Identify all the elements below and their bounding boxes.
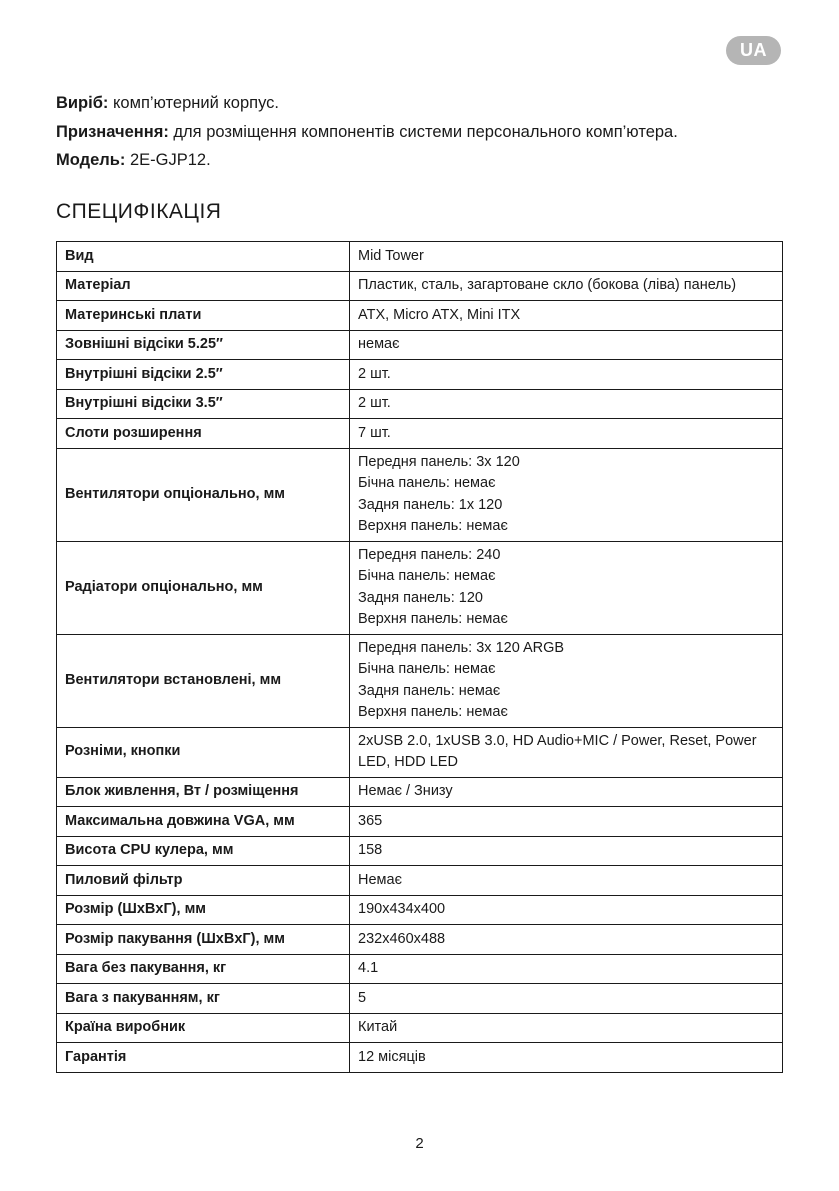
spec-value: 190x434x400 [350, 895, 783, 925]
intro-value: комп’ютерний корпус. [113, 94, 279, 112]
spec-label: Розніми, кнопки [57, 727, 350, 777]
intro-value: для розміщення компонентів системи персонального комп’ютера. [173, 122, 678, 141]
spec-label: Блок живлення, Вт / розміщення [57, 777, 350, 807]
spec-table [56, 241, 783, 1073]
spec-value: Немає / Знизу [350, 777, 783, 807]
spec-value: Немає [350, 866, 783, 896]
spec-value: Китай [350, 1013, 783, 1043]
spec-label: Розмір пакування (ШxВxГ), мм [57, 925, 350, 955]
spec-label: Висота CPU кулера, мм [57, 836, 350, 866]
table-row [57, 541, 783, 634]
spec-value: 7 шт. [350, 419, 783, 449]
spec-value: Передня панель: 240 Бічна панель: немає Задня панель: 120 Верхня панель: немає [350, 541, 783, 634]
spec-label: Країна виробник [57, 1013, 350, 1043]
table-row [57, 925, 783, 955]
intro-line-product [56, 89, 796, 118]
spec-value: 2 шт. [350, 389, 783, 419]
table-row [57, 807, 783, 837]
spec-label: Максимальна довжина VGA, мм [57, 807, 350, 837]
intro-value: 2E-GJP12. [129, 151, 211, 169]
page-number: 2 [415, 1135, 424, 1152]
spec-value: 12 місяців [350, 1043, 783, 1073]
spec-value: Mid Tower [350, 242, 783, 272]
intro-key: Виріб: [56, 94, 109, 112]
spec-label: Розмір (ШxВxГ), мм [57, 895, 350, 925]
spec-title: СПЕЦИФІКАЦІЯ [56, 200, 222, 223]
table-row [57, 271, 783, 301]
spec-label: Радіатори опціонально, мм [57, 541, 350, 634]
spec-label: Матеріал [57, 271, 350, 301]
spec-table-body [57, 242, 783, 1073]
spec-label: Вентилятори встановлені, мм [57, 634, 350, 727]
intro-line-model [56, 146, 796, 175]
table-row [57, 954, 783, 984]
spec-value: 2xUSB 2.0, 1xUSB 3.0, HD Audio+MIC / Power, Reset, Power LED, HDD LED [350, 727, 783, 777]
spec-label: Внутрішні відсіки 3.5″ [57, 389, 350, 419]
language-badge: UA [726, 36, 781, 65]
spec-value: немає [350, 330, 783, 360]
table-row [57, 727, 783, 777]
intro-line-purpose [56, 118, 796, 147]
spec-value: Пластик, сталь, загартоване скло (бокова (ліва) панель) [350, 271, 783, 301]
spec-label: Зовнішні відсіки 5.25″ [57, 330, 350, 360]
spec-value: 5 [350, 984, 783, 1014]
table-row [57, 836, 783, 866]
spec-value: 2 шт. [350, 360, 783, 390]
spec-value: Передня панель: 3x 120 ARGB Бічна панель: немає Задня панель: немає Верхня панель: немає [350, 634, 783, 727]
table-row [57, 984, 783, 1014]
spec-label: Пиловий фільтр [57, 866, 350, 896]
spec-label: Слоти розширення [57, 419, 350, 449]
table-row [57, 866, 783, 896]
spec-value: 365 [350, 807, 783, 837]
spec-value: Передня панель: 3x 120 Бічна панель: немає Задня панель: 1x 120 Верхня панель: немає [350, 448, 783, 541]
table-row [57, 1013, 783, 1043]
table-row [57, 242, 783, 272]
table-row [57, 330, 783, 360]
table-row [57, 389, 783, 419]
table-row [57, 1043, 783, 1073]
table-row [57, 634, 783, 727]
spec-label: Вентилятори опціонально, мм [57, 448, 350, 541]
intro-key: Призначення: [56, 122, 169, 141]
table-row [57, 777, 783, 807]
spec-value: 4.1 [350, 954, 783, 984]
spec-value: ATX, Micro ATX, Mini ITX [350, 301, 783, 331]
spec-label: Гарантія [57, 1043, 350, 1073]
intro-key: Модель: [56, 151, 126, 169]
spec-label: Вага з пакуванням, кг [57, 984, 350, 1014]
spec-label: Вага без пакування, кг [57, 954, 350, 984]
product-intro [56, 89, 796, 175]
table-row [57, 419, 783, 449]
table-row [57, 360, 783, 390]
table-row [57, 448, 783, 541]
spec-label: Материнські плати [57, 301, 350, 331]
spec-label: Вид [57, 242, 350, 272]
spec-value: 158 [350, 836, 783, 866]
spec-value: 232x460x488 [350, 925, 783, 955]
table-row [57, 895, 783, 925]
spec-label: Внутрішні відсіки 2.5″ [57, 360, 350, 390]
table-row [57, 301, 783, 331]
